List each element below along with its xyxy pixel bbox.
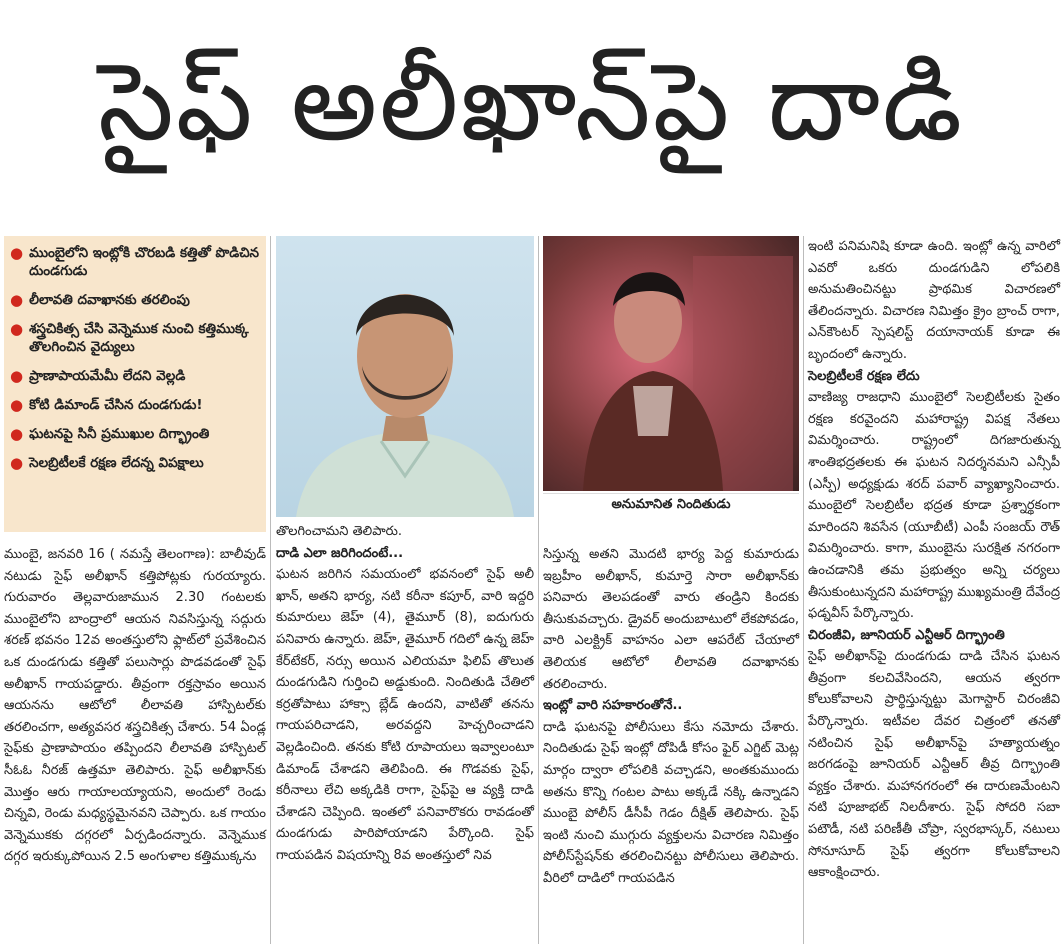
bullet-icon: ● bbox=[10, 396, 24, 414]
subheading: దాడి ఎలా జరిగిందంటే... bbox=[276, 545, 404, 561]
highlight-item bbox=[10, 291, 260, 309]
article-column-4 bbox=[808, 236, 1060, 884]
highlight-item bbox=[10, 396, 260, 414]
bullet-icon: ● bbox=[10, 367, 24, 385]
paragraph: వాణిజ్య రాజధాని ముంబైలో సెలబ్రిటీలకు సైతం రక్షణ కరవైందని మహారాష్ట్ర విపక్ష నేతలు విమర్శించారు. రాష్ట్రంలో దిగజారుతున్న శాంతిభద్రతలకు ఈ ఘటన నిదర్శనమని ఎన్సీపీ (ఎస్పీ) అధ్యక్షుడు శరద్ పవార్ వ్యాఖ్యానించారు. ముంబైలో సెలబ్రిటీల భద్రత కూడా ప్రశ్నార్థకంగా మారిందని శివసేన (యూబీటీ) ఎంపీ సంజయ్ రౌత్ విమర్శించారు. కాగా, ముంబైను సురక్షిత నగరంగా ఉంచడానికి తమ ప్రభుత్వం అన్ని చర్యలు తీసుకుంటున్నదని మహారాష్ట్ర ముఖ్యమంత్రి దేవేంద్ర ఫడ్నవీస్ పేర్కొన్నారు. bbox=[808, 390, 1060, 622]
highlight-item bbox=[10, 425, 260, 443]
subheading: చిరంజీవి, జూనియర్ ఎన్టీఆర్ దిగ్భ్రాంతి bbox=[808, 627, 1005, 643]
column-divider bbox=[538, 236, 539, 944]
bullet-icon: ● bbox=[10, 244, 24, 262]
highlight-item bbox=[10, 367, 260, 385]
bullet-icon: ● bbox=[10, 454, 24, 472]
paragraph: ఇంటి పనిమనిషి కూడా ఉంది. ఇంట్లో ఉన్న వారిలో ఎవరో ఒకరు దుండగుడిని లోపలికి అనుమతించినట్టు ప్రాథమిక విచారణలో తేలిందన్నారు. విచారణ నిమిత్తం క్రైం బ్రాంచ్ రాగా, ఎన్‌కౌంటర్ స్పెషలిస్ట్ దయానాయక్ కూడా ఈ బృందంలో ఉన్నారు. bbox=[808, 239, 1060, 362]
headline: సైఫ్ అలీఖాన్‌పై దాడి bbox=[97, 40, 965, 165]
subheading: ఇంట్లో వారి సహకారంతోనే.. bbox=[543, 698, 683, 714]
paragraph: ఘటన జరిగిన సమయంలో భవనంలో సైఫ్ అలీ ఖాన్, అతని భార్య, నటి కరీనా కపూర్, వారి ఇద్దరి కుమారులు జెహ్ (4), తైమూర్ (8), ఐదుగురు పనివారు ఉన్నారు. జెహ్, తైమూర్ గదిలో ఉన్న జెహ్ కేర్‌టేకర్, నర్సు అయిన ఎలియమా ఫిలిప్ తొలుత దుండగుడిని గుర్తించి అడ్డుకుంది. నిందితుడి చేతిలో కర్రతోపాటు హాక్సా బ్లేడ్ ఉందని, వాటితో తనను గాయపరిచాడని, అరవద్దని హెచ్చరించాడని వెల్లడించింది. తనకు కోటి రూపాయలు ఇవ్వాలంటూ డిమాండ్ చేశాడని తెలిపింది. ఈ గొడవకు సైఫ్, కరీనాలు లేచి అక్కడికి రాగా, సైఫ్‌పై ఆ వ్యక్తి దాడి చేశాడని చెప్పింది. ఇంతలో పనివారొకరు రావడంతో దుండగుడు పారిపోయాడని పేర్కొంది. సైఫ్ గాయపడిన విషయాన్ని 8వ అంతస్తులో నివ bbox=[276, 567, 534, 863]
paragraph: సైఫ్ అలీఖాన్‌పై దుండగుడు దాడి చేసిన ఘటన తీవ్రంగా కలచివేసిందని, ఆయన త్వరగా కోలుకోవాలని ప్రార్థిస్తున్నట్టు మెగాస్టార్ చిరంజీవి పేర్కొన్నారు. ఇటీవల దేవర చిత్రంలో తనతో నటించిన సైఫ్ అలీఖాన్‌పై హత్యాయత్నం జరగడంపై జూనియర్ ఎన్టీఆర్ తీవ్ర దిగ్భ్రాంతి వ్యక్తం చేశారు. మహానగరంలో ఈ దారుణమేంటని నటి పూజాభట్ నిలదీశారు. సైఫ్ సోదరి సబా పటౌడీ, నటి పరిణీతీ చోప్రా, స్వరభాస్కర్, నటులు సోనూసూద్ సైఫ్ త్వరగా కోలుకోవాలని ఆకాంక్షించారు. bbox=[808, 649, 1060, 881]
highlight-text: లీలావతి దవాఖానకు తరలింపు bbox=[29, 292, 190, 308]
paragraph: ముంబై, జనవరి 16 ( నమస్తే తెలంగాణ): బాలీవుడ్ నటుడు సైఫ్ అలీఖాన్ కత్తిపోట్లకు గురయ్యారు. గురువారం తెల్లవారుజామున 2.30 గంటలకు ముంబైలోని బాంద్రాలో ఆయన నివసిస్తున్న సద్గురు శరణ్ భవనం 12వ అంతస్తులోని ఫ్లాట్‌లో ప్రవేశించిన ఒక దుండగుడు కత్తితో పలుసార్లు పొడవడంతో సైఫ్ అలీఖాన్ గాయపడ్డారు. తీవ్రంగా రక్తస్రావం అయిన ఆయనను ఆటోలో లీలావతి హాస్పిటల్‌కు తరలించగా, అత్యవసర శస్త్రచికిత్స చేశారు. 54 ఏండ్ల సైఫ్‌కు ప్రాణాపాయం తప్పిందని లీలావతి హాస్పిటల్ సీఓఓ నీరజ్ ఉత్తమా తెలిపారు. సైఫ్ అలీఖాన్‌కు మొత్తం ఆరు గాయాలయ్యాయని, అందులో రెండు చిన్నవి, రెండు మధ్యస్థమైనవని చెప్పారు. ఒక గాయం వెన్నెముకకు దగ్గరలో ఏర్పడిందన్నారు. వెన్నెముక దగ్గర ఇరుక్కుపోయిన 2.5 అంగుళాల కత్తిముక్కను bbox=[4, 547, 266, 865]
highlight-text: ఘటనపై సినీ ప్రముఖుల దిగ్భ్రాంతి bbox=[29, 426, 210, 442]
article-column-3 bbox=[543, 544, 799, 890]
actor-photo bbox=[276, 236, 534, 517]
highlight-item bbox=[10, 454, 260, 472]
bullet-icon: ● bbox=[10, 425, 24, 443]
column-divider bbox=[803, 236, 804, 944]
highlights-box bbox=[4, 236, 266, 532]
photo-caption: అనుమానిత నిందితుడు bbox=[543, 493, 799, 518]
highlight-text: ముంబైలోని ఇంట్లోకి చొరబడి కత్తితో పొడిచిన దుండగుడు bbox=[29, 245, 260, 279]
article-column-2 bbox=[276, 521, 534, 867]
column-divider bbox=[270, 236, 271, 944]
highlight-text: సెలబ్రిటీలకే రక్షణ లేదన్న విపక్షాలు bbox=[29, 455, 204, 471]
article-column-1 bbox=[4, 544, 266, 868]
paragraph: దాడి ఘటనపై పోలీసులు కేసు నమోదు చేశారు. నిందితుడు సైఫ్ ఇంట్లో దోపిడీ కోసం ఫైర్ ఎగ్జిట్ మెట్ల మార్గం ద్వారా లోపలికి వచ్చాడని, అంతకుముందు అతను కొన్ని గంటల పాటు అక్కడే నక్కి ఉన్నాడని ముంబై పోలీస్ డీసీపీ గెడం దీక్షిత్ తెలిపారు. సైఫ్ ఇంటి నుంచి ముగ్గురు వ్యక్తులను విచారణ నిమిత్తం పోలీస్‌స్టేషన్‌కు తరలించినట్టు పోలీసులు తెలిపారు. వీరిలో దాడిలో గాయపడిన bbox=[543, 719, 799, 886]
paragraph: తొలగించామని తెలిపారు. bbox=[276, 524, 402, 539]
highlight-item bbox=[10, 244, 260, 280]
bullet-icon: ● bbox=[10, 291, 24, 309]
suspect-photo bbox=[543, 236, 799, 491]
highlight-text: ప్రాణాపాయమేమీ లేదని వెల్లడి bbox=[29, 368, 186, 384]
subheading: సెలబ్రిటీలకే రక్షణ లేదు bbox=[808, 368, 920, 384]
highlight-text: కోటి డిమాండ్ చేసిన దుండగుడు! bbox=[29, 397, 203, 413]
highlight-item bbox=[10, 320, 260, 356]
bullet-icon: ● bbox=[10, 320, 24, 338]
highlight-text: శస్త్రచికిత్స చేసి వెన్నెముక నుంచి కత్తిముక్క తొలగించిన వైద్యులు bbox=[29, 321, 249, 355]
paragraph: సిస్తున్న అతని మొదటి భార్య పెద్ద కుమారుడు ఇబ్రహీం అలీఖాన్, కుమార్తె సారా అలీఖాన్‌కు పనివారు తెలపడంతో వారు తండ్రిని కిందకు తీసుకువచ్చారు. డ్రైవర్ అందుబాటులో లేకపోవడం, వారి ఎలక్ట్రిక్ వాహనం ఎలా ఆపరేట్ చేయాలో తెలియక ఆటోలో లీలావతి దవాఖానకు తరలించారు. bbox=[543, 547, 799, 692]
